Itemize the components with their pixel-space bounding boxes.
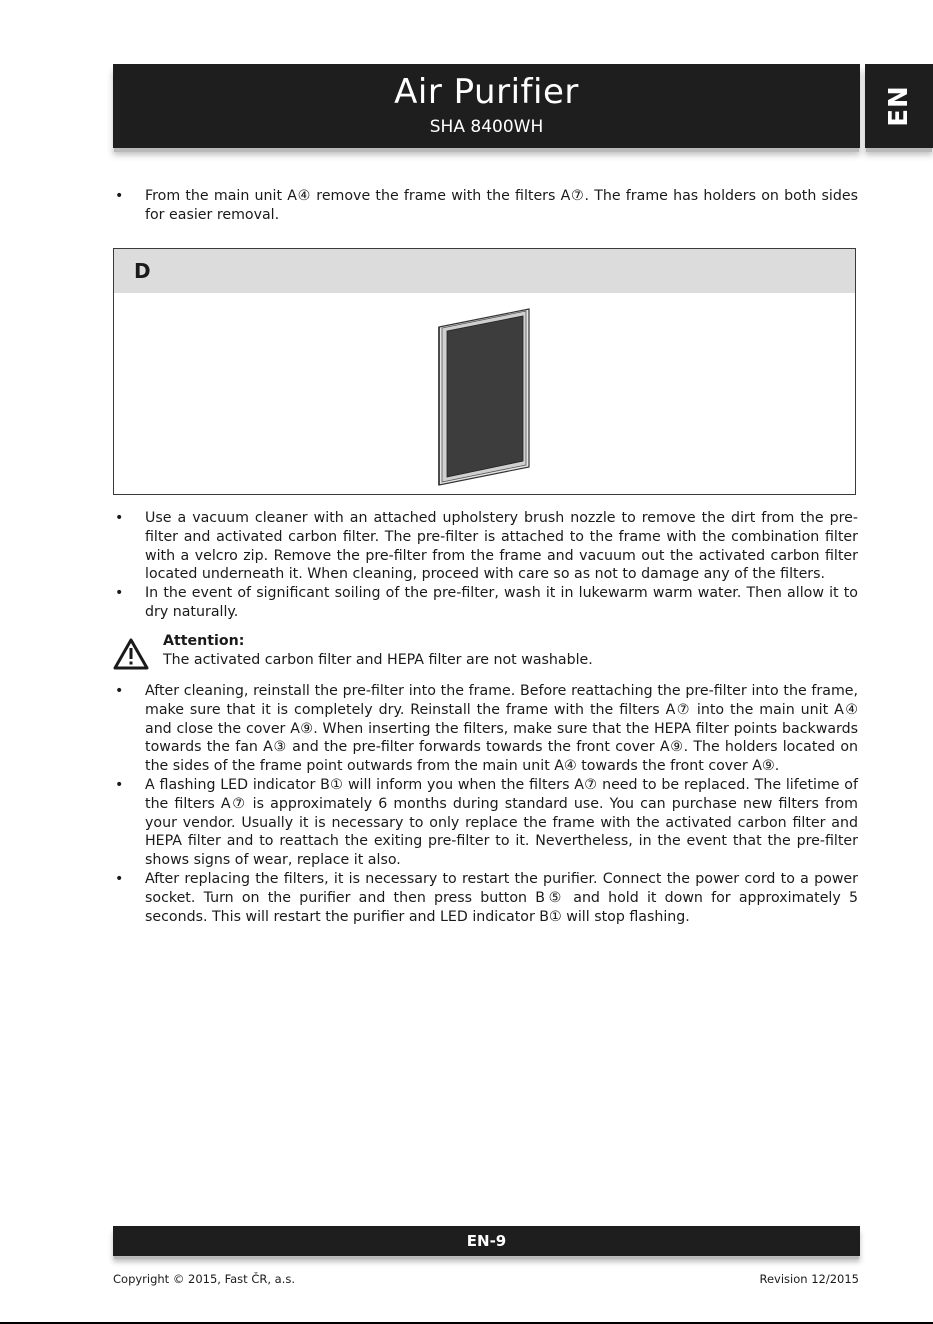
reinstall-bullet-list bbox=[113, 682, 858, 926]
bullet-item: • After replacing the filters, it is necessary to restart the purifier. Connect the power cord to a power socket. Turn on the purifier and then press button B⑤ and hold it down for approximately 5 seconds. This will restart the purifier and LED indicator B① will stop flashing. bbox=[113, 870, 858, 926]
attention-text: The activated carbon filter and HEPA filter are not washable. bbox=[163, 652, 593, 668]
bullet-item: • From the main unit A④ remove the frame with the filters A⑦. The frame has holders on both sides for easier removal. bbox=[113, 187, 858, 225]
filter-frame-illustration bbox=[434, 307, 534, 487]
bullet-item: • In the event of significant soiling of the pre-filter, wash it in lukewarm warm water. Then allow it to dry naturally. bbox=[113, 584, 858, 622]
language-tab-label: EN bbox=[884, 85, 914, 127]
language-tab bbox=[865, 64, 933, 148]
cleaning-bullet-list bbox=[113, 509, 858, 622]
attention-note bbox=[113, 632, 858, 672]
revision-text: Revision 12/2015 bbox=[759, 1272, 859, 1286]
attention-title: Attention: bbox=[163, 633, 245, 649]
model-number: SHA 8400WH bbox=[429, 117, 544, 137]
warning-triangle-icon bbox=[113, 638, 149, 670]
page-title: Air Purifier bbox=[394, 72, 579, 112]
header-bar bbox=[113, 64, 860, 148]
page-number-bar: EN-9 bbox=[113, 1226, 860, 1256]
copyright-text: Copyright © 2015, Fast ČR, a.s. bbox=[113, 1272, 296, 1286]
figure-label: D bbox=[114, 249, 855, 293]
bullet-item: • A flashing LED indicator B① will inform you when the filters A⑦ need to be replaced. The lifetime of the filters A⑦ is approximately 6 months during standard use. You can purchase new filters from your vendor. Usually it is necessary to only replace the frame with the activated carbon filter and HEPA filter and to reattach the exiting pre-filter to it. Nevertheless, in the event that the pre-filter shows signs of wear, replace it also. bbox=[113, 776, 858, 870]
figure-d bbox=[113, 248, 856, 495]
bullet-item: • Use a vacuum cleaner with an attached upholstery brush nozzle to remove the dirt from the pre-filter and activated carbon filter. The pre-filter is attached to the frame with the combination filter with a velcro zip. Remove the pre-filter from the frame and vacuum out the activated carbon filter located underneath it. When cleaning, proceed with care so as not to damage any of the filters. bbox=[113, 509, 858, 584]
bullet-item: • After cleaning, reinstall the pre-filter into the frame. Before reattaching the pre-filter into the frame, make sure that it is completely dry. Reinstall the frame with the filters A⑦ into the main unit A④ and close the cover A⑨. When inserting the filters, make sure that the HEPA filter points backwards towards the fan A③ and the pre-filter forwards towards the front cover A⑨. The holders located on the sides of the frame point outwards from the main unit A④ towards the front cover A⑨. bbox=[113, 682, 858, 776]
intro-bullet-list bbox=[113, 187, 858, 225]
